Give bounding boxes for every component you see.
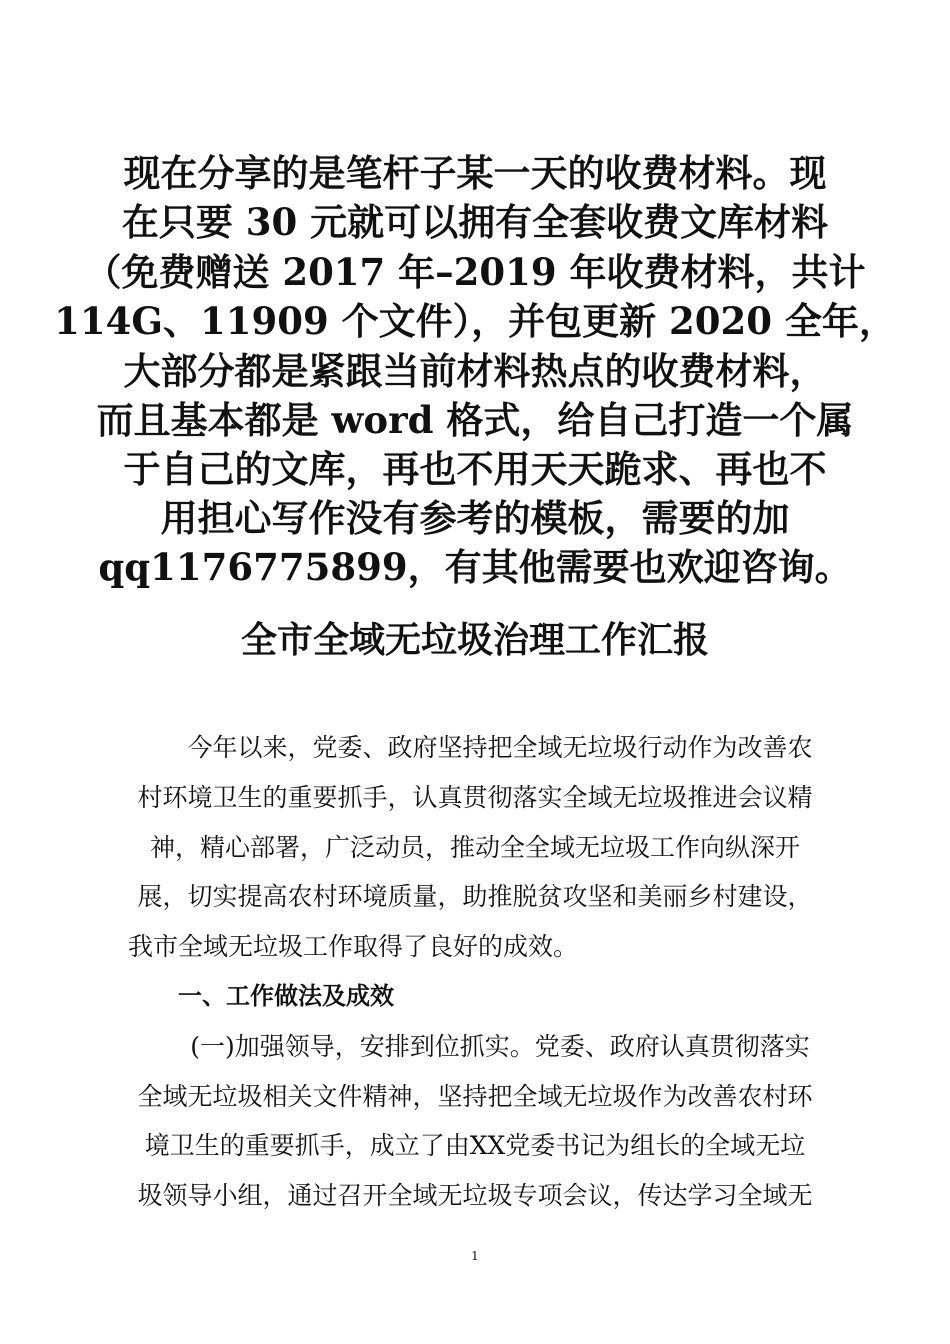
body-line: 展，切实提高农村环境质量，助推脱贫攻坚和美丽乡村建设， <box>137 882 813 911</box>
body-line: 我市全域无垃圾工作取得了良好的成效。 <box>128 932 579 961</box>
body-line: 全域无垃圾相关文件精神，坚持把全域无垃圾作为改善农村环 <box>137 1082 813 1111</box>
page-number: 1 <box>471 1249 479 1263</box>
promo-line: 大部分都是紧跟当前材料热点的收费材料， <box>123 349 827 393</box>
document-title: 全市全域无垃圾治理工作汇报 <box>240 619 709 661</box>
body-line: 神，精心部署，广泛动员，推动全全域无垃圾工作向纵深开 <box>149 833 800 862</box>
promo-line: 114G、11909 个文件），并包更新 2020 全年， <box>54 299 896 343</box>
promo-line: qq1176775899，有其他需要也欢迎咨询。 <box>98 545 852 589</box>
promo-line: 用担心写作没有参考的模板，需要的加 <box>160 496 790 540</box>
body-line: 村环境卫生的重要抓手，认真贯彻落实全域无垃圾推进会议精 <box>137 783 813 812</box>
promo-line: 于自己的文库，再也不用天天跪求、再也不 <box>123 447 827 491</box>
promo-line: （免费赠送 2017 年–2019 年收费材料，共计 <box>84 250 866 294</box>
promo-line: 而且基本都是 word 格式，给自己打造一个属 <box>96 398 854 442</box>
body-line: 圾领导小组，通过召开全域无垃圾专项会议，传达学习全域无 <box>137 1181 813 1210</box>
promo-line: 在只要 30 元就可以拥有全套收费文库材料 <box>121 200 829 244</box>
body-line: 境卫生的重要抓手，成立了由XX党委书记为组长的全域无垃 <box>144 1131 806 1160</box>
promo-line: 现在分享的是笔杆子某一天的收费材料。现 <box>123 151 827 195</box>
section-heading: 一、工作做法及成效 <box>178 982 394 1010</box>
body-line: (一)加强领导，安排到位抓实。党委、政府认真贯彻落实 <box>140 1032 810 1061</box>
body-line: 今年以来，党委、政府坚持把全域无垃圾行动作为改善农 <box>137 733 813 762</box>
